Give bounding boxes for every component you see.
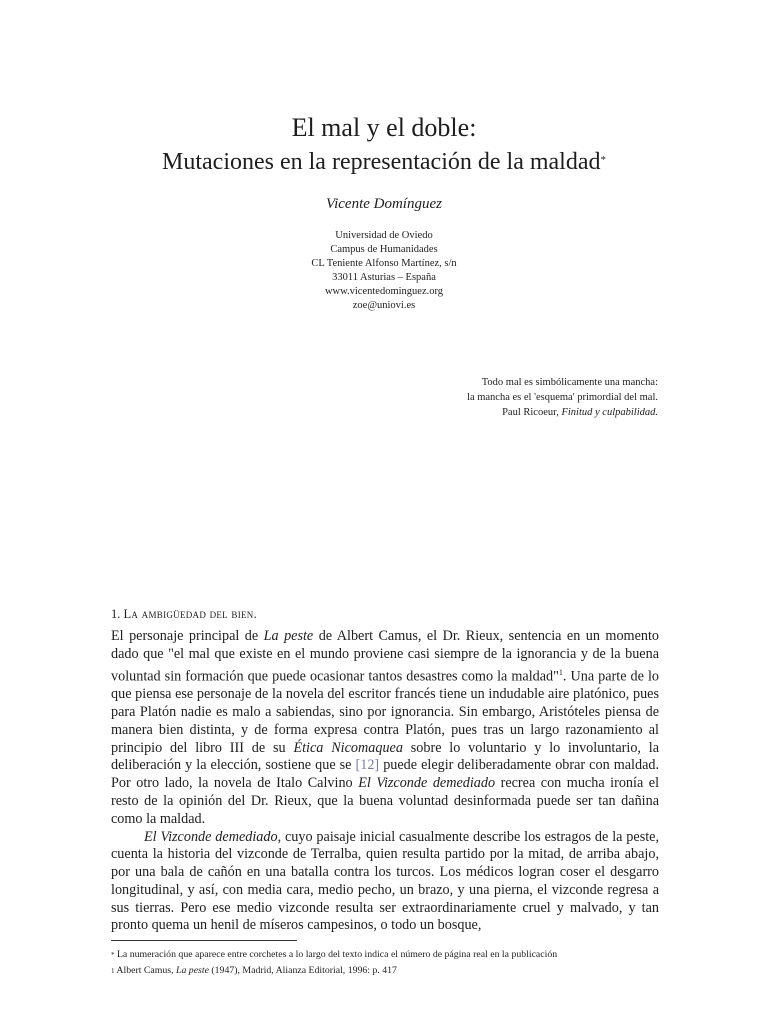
- footnote-star-text: La numeración que aparece entre corchetes a lo largo del texto indica el número de página real en la publicación: [114, 949, 558, 960]
- affiliation-campus: Campus de Humanidades: [330, 244, 438, 255]
- footnotes: [111, 947, 671, 979]
- p1-text-f: sobre lo voluntario y lo involuntario, la deliberación y la elección, sostiene que se: [111, 739, 660, 774]
- p1-title-vizconde: El Vizconde demediado: [358, 775, 496, 792]
- epigraph-attribution: [298, 405, 658, 420]
- subtitle-footnote-mark[interactable]: *: [600, 154, 606, 166]
- paragraph-1: [111, 628, 659, 829]
- footnote-star: [111, 947, 671, 963]
- affiliation-email[interactable]: zoe@uniovi.es: [352, 300, 416, 311]
- subtitle-text: Mutaciones en la representación de la maldad: [162, 149, 601, 175]
- footnote-1-text-a: Albert Camus,: [114, 965, 176, 976]
- p2-text-b: , cuyo paisaje inicial casualmente describe los estragos de la peste, cuenta la historia del vizconde de Terralba, quien resulta partido por la mitad, de arriba abajo, por una bala de cañón en una batalla contra los turcos. Los médicos logran coser el desgarro longitudinal, y así, con media cara, medio pecho, un brazo, y una pierna, el vizconde regresa a sus tierras. Pero ese medio vizconde resulta ser extraordinariamente cruel y malvado, y tan pronto quema un henil de míseros campesinos, o todo un bosque,: [111, 828, 659, 934]
- epigraph-line-1: Todo mal es simbólicamente una mancha:: [481, 377, 658, 388]
- section-title: La ambigüedad del bien.: [123, 607, 258, 621]
- affiliation-city: 33011 Asturias – España: [332, 272, 436, 283]
- paper-title: El mal y el doble:: [291, 113, 477, 142]
- footnote-1: [111, 963, 671, 979]
- p1-title-etica: Ética Nicomaquea: [293, 739, 403, 756]
- p1-text-a: El personaje principal de: [111, 628, 264, 644]
- affiliation-website[interactable]: www.vicentedominguez.org: [324, 286, 444, 297]
- page-reference: [12]: [355, 757, 380, 774]
- epigraph-author: Paul Ricoeur,: [502, 407, 559, 418]
- footnote-1-text-c: (1947), Madrid, Alianza Editorial, 1996: p. 417: [208, 965, 397, 976]
- footnote-divider: [111, 940, 297, 941]
- affiliation-street: CL Teniente Alfonso Martínez, s/n: [311, 258, 457, 269]
- p1-text-g: puede elegir deliberadamente obrar con maldad. Por otro lado, la novela de Italo Calvino: [111, 757, 660, 792]
- footnote-1-title: La peste: [176, 965, 209, 976]
- section-number: 1.: [111, 607, 121, 621]
- epigraph-work: Finitud y culpabilidad.: [561, 407, 658, 418]
- p2-title-vizconde: El Vizconde demediado: [144, 828, 278, 845]
- footnote-1-mark: 1: [111, 967, 115, 975]
- epigraph: [298, 375, 658, 420]
- paragraph-2: [111, 829, 659, 936]
- body-text: [111, 628, 659, 935]
- p1-title-la-peste: La peste: [263, 628, 314, 644]
- paper-subtitle: [0, 146, 768, 178]
- epigraph-line-2: la mancha es el 'esquema' primordial del mal.: [467, 392, 658, 403]
- author-affiliation: [0, 229, 768, 313]
- p1-footnote-mark[interactable]: 1: [558, 667, 563, 677]
- section-heading: [111, 607, 257, 622]
- author-name: Vicente Domínguez: [326, 196, 442, 212]
- p1-text-d: . Una parte de lo que piensa ese personaje de la novela del escritor francés tiene un indudable aire platónico, pues para Platón nadie es malo a sabiendas, sino por ignorancia. Sin embargo, Aristóteles piensa de manera bien distinta, y de forma expresa contra Platón, pues tras un largo razonamiento al principio del libro III de su: [111, 668, 659, 756]
- footnote-star-mark: *: [111, 951, 115, 959]
- p1-text-i: recrea con mucha ironía el resto de la opinión del Dr. Rieux, que la buena voluntad desinformada puede ser tan dañina como la maldad.: [111, 775, 660, 827]
- affiliation-university: Universidad de Oviedo: [335, 230, 433, 241]
- p1-text-c: de Albert Camus, el Dr. Rieux, sentencia en un momento dado que "el mal que existe en el mundo proviene casi siempre de la ignorancia y de la buena voluntad sin formación que puede ocasionar tantos desastres como la maldad": [111, 628, 659, 685]
